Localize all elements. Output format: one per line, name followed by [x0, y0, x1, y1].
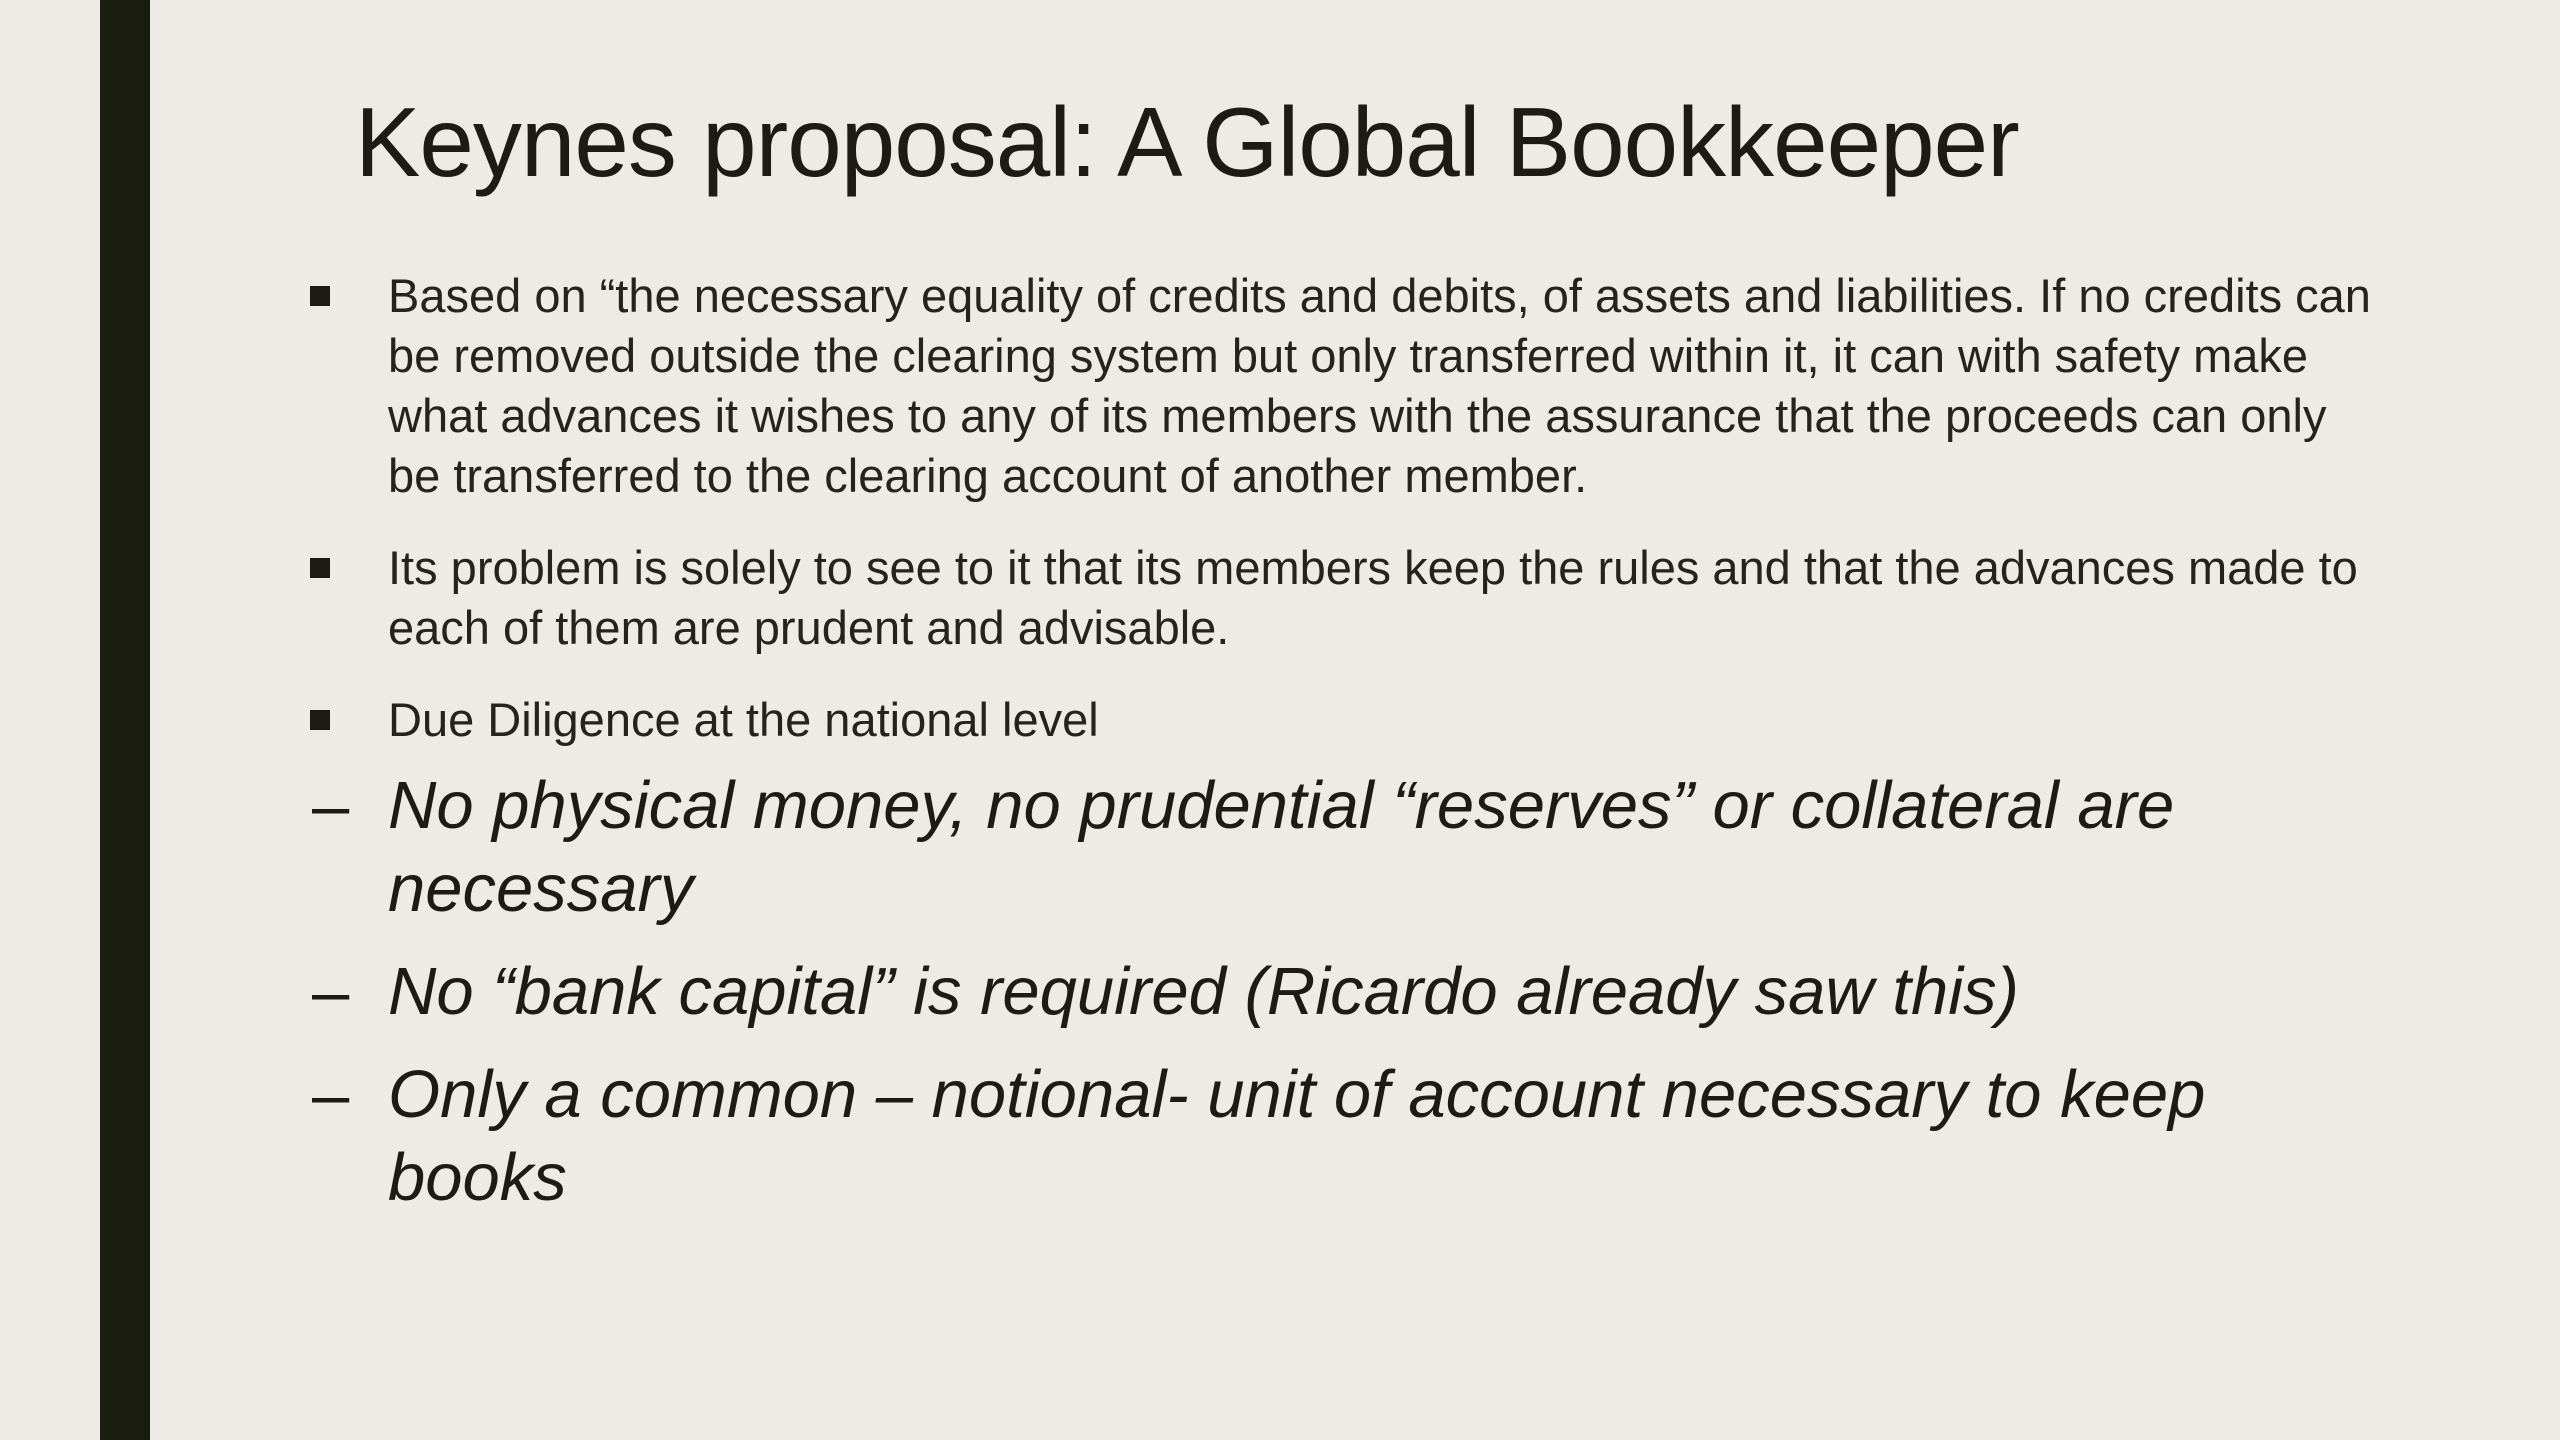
bullet-text: Due Diligence at the national level [388, 693, 1099, 746]
bullet-text: Based on “the necessary equality of credits and debits, of assets and liabilities. If no credits can be removed outside the clearing system but only transferred within it, it can with safety make what advances it wishes to any of its members with the assurance that the proceeds can only be transferred to the clearing account of another member. [388, 269, 2371, 502]
dash-bullet-marker: – [312, 954, 350, 1029]
bullet-text: Its problem is solely to see to it that its members keep the rules and that the advances made to each of them are prudent and advisable. [388, 541, 2358, 654]
slide-content [300, 266, 2390, 1239]
sub-bullet-text: No “bank capital” is required (Ricardo already saw this) [388, 954, 2019, 1029]
dash-bullet-marker: – [312, 768, 350, 843]
square-bullet-icon [310, 286, 330, 306]
sub-bullet-item [300, 950, 2390, 1033]
accent-bar [100, 0, 150, 1440]
bullet-item [300, 538, 2390, 658]
sub-bullet-text: Only a common – notional- unit of account necessary to keep books [388, 1057, 2206, 1215]
square-bullet-icon [310, 558, 330, 578]
sub-bullet-item [300, 764, 2390, 930]
sub-bullet-item [300, 1053, 2390, 1219]
bullet-item [300, 266, 2390, 506]
square-bullet-icon [310, 710, 330, 730]
sub-bullet-text: No physical money, no prudential “reserves” or collateral are necessary [388, 768, 2175, 926]
bullet-item [300, 690, 2390, 750]
dash-bullet-marker: – [312, 1057, 350, 1132]
slide-title: Keynes proposal: A Global Bookkeeper [355, 87, 2019, 197]
